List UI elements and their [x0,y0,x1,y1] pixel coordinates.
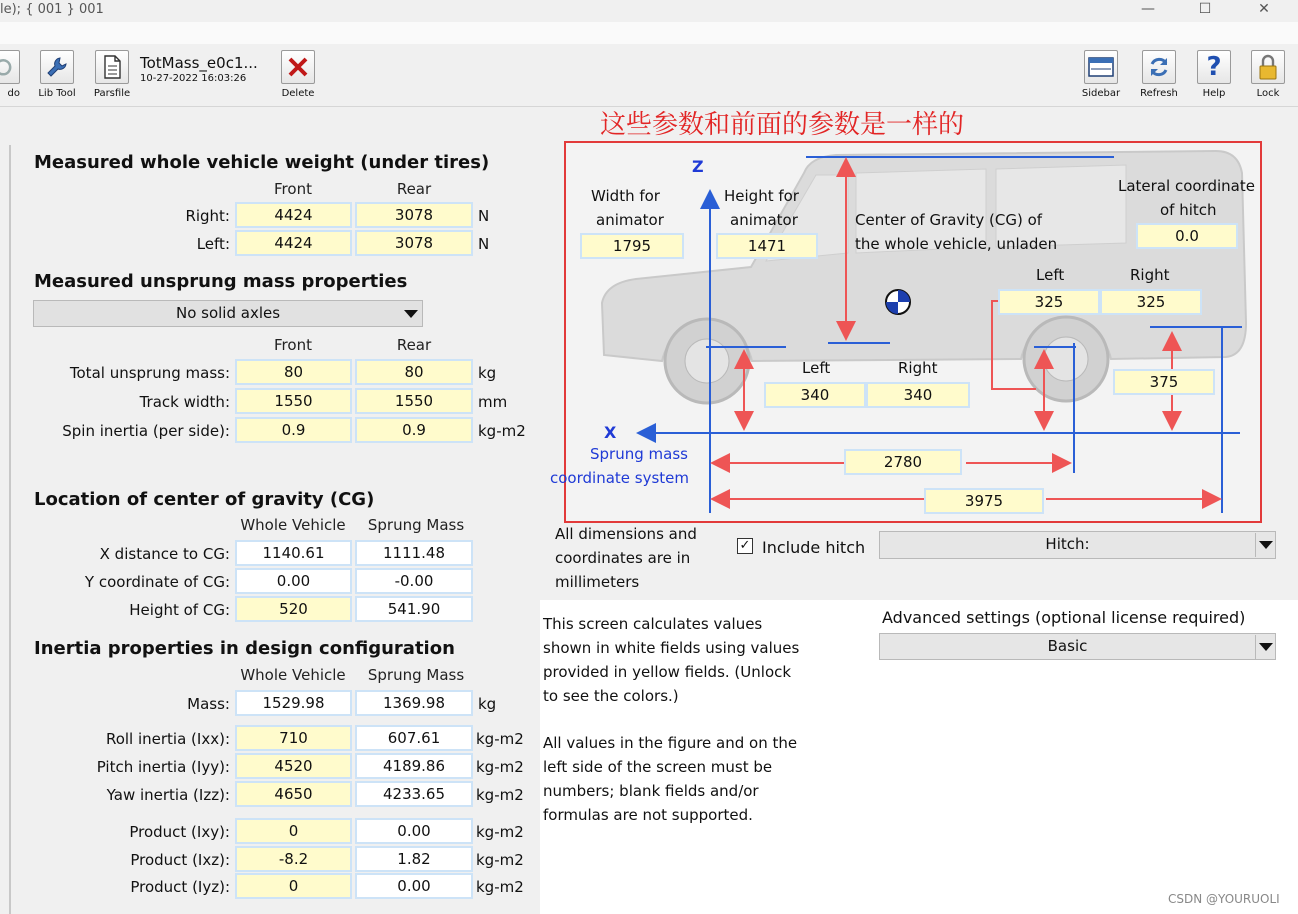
weight-right-unit: N [478,207,490,225]
cg-x-sprung-field[interactable]: 1111.48 [355,540,473,566]
window-title: le); { 001 } 001 [0,2,104,17]
pitch-inertia-sprung-field[interactable]: 4189.86 [355,753,473,779]
weight-rear-header: Rear [396,180,432,198]
menu-strip [0,22,1298,45]
rear-left-field[interactable]: 325 [998,289,1100,315]
z-axis-label: Z [692,157,704,176]
unsprung-section-title: Measured unsprung mass properties [34,271,408,292]
left-divider [9,145,11,914]
roll-inertia-whole-field[interactable]: 710 [235,725,352,751]
yaw-inertia-sprung-field[interactable]: 4233.65 [355,781,473,807]
weight-front-header: Front [274,180,312,198]
inertia-sprung-header: Sprung Mass [367,666,465,684]
weight-left-rear-field[interactable]: 3078 [355,230,473,256]
track-width-label: Track width: [139,393,230,411]
mass-sprung-field[interactable]: 1369.98 [355,690,473,716]
undo-button[interactable] [0,50,20,99]
watermark: CSDN @YOURUOLI [1168,892,1280,906]
undo-icon [0,50,20,84]
unsprung-mass-label: Total unsprung mass: [69,364,230,382]
cg-figure-label-1: Center of Gravity (CG) of [855,211,1043,229]
product-ixz-unit: kg-m2 [476,851,524,869]
delete-button[interactable] [277,50,319,99]
dimensions-note-line-2: coordinates are in [555,549,691,567]
lock-label: Lock [1256,88,1280,99]
lib-tool-button[interactable] [37,50,77,99]
cg-whole-header: Whole Vehicle [240,516,346,534]
pitch-inertia-unit: kg-m2 [476,758,524,776]
spin-inertia-front-field[interactable]: 0.9 [235,417,352,443]
roll-inertia-label: Roll inertia (Ixx): [105,730,230,748]
front-right-field[interactable]: 340 [866,382,970,408]
values-note-line-3: numbers; blank fields and/or [543,782,759,800]
advanced-settings-dropdown[interactable] [879,633,1276,660]
parsfile-button[interactable] [92,50,132,99]
cg-y-sprung-field[interactable]: -0.00 [355,568,473,594]
height-animator-field[interactable]: 1471 [716,233,818,259]
file-name: TotMass_e0c1... [140,54,258,72]
cg-x-whole-field[interactable]: 1140.61 [235,540,352,566]
hitch-dropdown[interactable] [879,531,1276,559]
rear-left-label: Left [1036,266,1065,284]
cg-marker-icon [886,290,910,314]
mass-unit: kg [478,695,497,713]
parsfile-label: Parsfile [93,88,131,99]
calc-note [543,612,799,708]
lateral-hitch-field[interactable]: 0.0 [1136,223,1238,249]
values-note-line-2: left side of the screen must be [543,758,773,776]
solid-axle-value: No solid axles [175,304,281,322]
lib-tool-label: Lib Tool [38,88,76,99]
width-animator-field[interactable]: 1795 [580,233,684,259]
sidebar-button[interactable] [1079,50,1123,99]
sprung-coord-label-1: Sprung mass [590,445,688,463]
lateral-hitch-label-1: Lateral coordinate [1118,177,1255,195]
undo-label: do [7,88,20,99]
weight-section-title: Measured whole vehicle weight (under tires) [34,152,490,173]
track-width-rear-field[interactable]: 1550 [355,388,473,414]
refresh-button[interactable] [1137,50,1181,99]
maximize-button[interactable]: ☐ [1198,1,1212,17]
track-width-unit: mm [478,393,508,411]
cg-section-title: Location of center of gravity (CG) [34,489,375,510]
calc-note-line-4: to see the colors.) [543,687,679,705]
chevron-down-icon [1255,533,1275,557]
lock-icon [1251,50,1285,84]
yaw-inertia-whole-field[interactable]: 4650 [235,781,352,807]
cg-height-label: Height of CG: [129,601,230,619]
values-note [543,731,797,827]
lock-button[interactable] [1248,50,1288,99]
calc-note-line-3: provided in yellow fields. (Unlock [543,663,792,681]
roll-inertia-sprung-field[interactable]: 607.61 [355,725,473,751]
delete-label: Delete [281,88,315,99]
product-ixy-label: Product (Ixy): [129,823,230,841]
mass-whole-field[interactable]: 1529.98 [235,690,352,716]
document-icon [95,50,129,84]
cg-figure-label-2: the whole vehicle, unladen [855,235,1058,253]
product-iyz-label: Product (Iyz): [130,878,230,896]
cg-height-sprung-field[interactable]: 541.90 [355,596,473,622]
wheelbase-field[interactable]: 2780 [844,449,962,475]
product-ixy-whole-field[interactable]: 0 [235,818,352,844]
chevron-down-icon [404,310,418,318]
dimensions-note-line-3: millimeters [555,573,640,591]
values-note-line-1: All values in the figure and on the [543,734,798,752]
red-annotation: 这些参数和前面的参数是一样的 [600,110,965,140]
title-bar [0,0,1298,22]
solid-axle-dropdown[interactable] [33,300,423,327]
product-iyz-sprung-field[interactable]: 0.00 [355,873,473,899]
file-info[interactable] [140,54,258,84]
refresh-label: Refresh [1140,88,1178,99]
weight-right-front-field[interactable]: 4424 [235,202,352,228]
help-label: Help [1202,88,1226,99]
product-ixz-label: Product (Ixz): [130,851,230,869]
sidebar-icon [1084,50,1118,84]
yaw-inertia-label: Yaw inertia (Izz): [106,786,230,804]
calc-note-line-2: shown in white fields using values [543,639,800,657]
roll-inertia-unit: kg-m2 [476,730,524,748]
unsprung-front-header: Front [274,336,312,354]
wrench-icon [40,50,74,84]
unsprung-mass-unit: kg [478,364,497,382]
mass-label: Mass: [187,695,230,713]
width-animator-label-1: Width for [591,187,660,205]
product-iyz-whole-field[interactable]: 0 [235,873,352,899]
weight-right-rear-field[interactable]: 3078 [355,202,473,228]
x-axis-label: X [604,423,617,442]
spin-inertia-label: Spin inertia (per side): [62,422,230,440]
front-left-label: Left [802,359,831,377]
rear-right-field[interactable]: 325 [1100,289,1202,315]
spin-inertia-unit: kg-m2 [478,422,526,440]
dimensions-note [555,522,697,594]
yaw-inertia-unit: kg-m2 [476,786,524,804]
front-left-field[interactable]: 340 [764,382,866,408]
inertia-whole-header: Whole Vehicle [240,666,346,684]
advanced-settings-label: Advanced settings (optional license required) [882,608,1246,627]
cg-x-label: X distance to CG: [99,545,230,563]
weight-left-front-field[interactable]: 4424 [235,230,352,256]
hitch-height-field[interactable]: 375 [1113,369,1215,395]
product-ixy-sprung-field[interactable]: 0.00 [355,818,473,844]
calc-note-line-1: This screen calculates values [543,615,763,633]
product-ixz-sprung-field[interactable]: 1.82 [355,846,473,872]
width-animator-label-2: animator [596,211,664,229]
unsprung-mass-front-field[interactable]: 80 [235,359,352,385]
overall-length-field[interactable]: 3975 [924,488,1044,514]
unsprung-mass-rear-field[interactable]: 80 [355,359,473,385]
cg-height-whole-field[interactable]: 520 [235,596,352,622]
minimize-button[interactable]: — [1141,1,1155,17]
front-right-label: Right [898,359,938,377]
weight-right-label: Right: [185,207,230,225]
chevron-down-icon [1255,635,1275,659]
cg-y-whole-field[interactable]: 0.00 [235,568,352,594]
lateral-hitch-label-2: of hitch [1160,201,1217,219]
sprung-coord-label-2: coordinate system [550,469,689,487]
pitch-inertia-whole-field[interactable]: 4520 [235,753,352,779]
close-window-button[interactable]: ✕ [1258,1,1270,17]
sidebar-label: Sidebar [1081,88,1121,99]
product-iyz-unit: kg-m2 [476,878,524,896]
product-ixy-unit: kg-m2 [476,823,524,841]
track-width-front-field[interactable]: 1550 [235,388,352,414]
include-hitch-label: Include hitch [762,538,866,557]
weight-left-label: Left: [196,235,230,253]
height-animator-label-2: animator [730,211,798,229]
cg-sprung-header: Sprung Mass [367,516,465,534]
weight-left-unit: N [478,235,490,253]
file-date: 10-27-2022 16:03:26 [140,73,247,84]
dimensions-note-line-1: All dimensions and [555,525,697,543]
inertia-section-title: Inertia properties in design configuration [34,638,455,659]
help-button[interactable] [1194,50,1234,99]
hitch-dropdown-value: Hitch: [1045,535,1090,553]
spin-inertia-rear-field[interactable]: 0.9 [355,417,473,443]
pitch-inertia-label: Pitch inertia (Iyy): [96,758,230,776]
help-icon: ? [1197,50,1231,84]
advanced-settings-value: Basic [1047,637,1088,655]
product-ixz-whole-field[interactable]: -8.2 [235,846,352,872]
include-hitch-checkbox[interactable]: ✓ [737,538,753,554]
vehicle-dimension-figure [550,141,1262,523]
refresh-icon [1142,50,1176,84]
values-note-line-4: formulas are not supported. [543,806,753,824]
cg-y-label: Y coordinate of CG: [84,573,230,591]
delete-x-icon [281,50,315,84]
unsprung-rear-header: Rear [396,336,432,354]
toolbar [0,44,1298,107]
height-animator-label-1: Height for [724,187,799,205]
rear-right-label: Right [1130,266,1170,284]
